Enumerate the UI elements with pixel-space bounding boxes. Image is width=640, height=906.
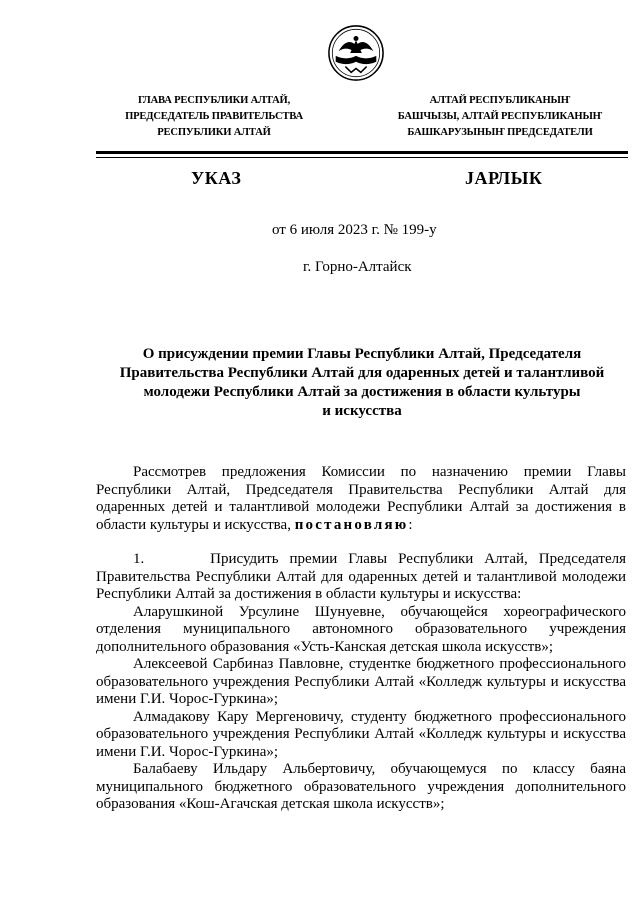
header-left-line-1: ГЛАВА РЕСПУБЛИКИ АЛТАЙ, — [137, 95, 291, 106]
recipient-paragraph: Аларушкиной Урсулине Шунуевне, обучающейся хореографического отделения муниципального автономного образовательного учреждения дополнительного образования «Усть-Канская детская школа искусств»; — [96, 603, 626, 655]
recipient-paragraph: Алмадакову Кару Мергеновичу, студенту бюджетного профессионального образовательного учреждения Республики Алтай «Колледж культуры и искусства имени Г.И. Чорос-Гуркина»; — [96, 708, 626, 760]
header-left-line-2: ПРЕДСЕДАТЕЛЬ ПРАВИТЕЛЬСТВА — [125, 111, 303, 122]
header-rule-thick — [96, 151, 628, 154]
header-right-line-2: БАШЧЫЗЫ, АЛТАЙ РЕСПУБЛИКАНЫҤ — [397, 111, 603, 122]
item-1-paragraph: 1. Присудить премии Главы Республики Алтай, Председателя Правительства Республики Алтай для одаренных детей и талантливой молодежи Республики Алтай за достижения в области культуры и искусства: — [96, 551, 626, 602]
preamble-colon: : — [408, 516, 413, 533]
doc-type-altai: JАРЛЫК — [465, 168, 543, 188]
decree-items — [96, 551, 626, 814]
header-rule-thin — [96, 157, 628, 158]
decree-keyword: постановляю — [294, 516, 409, 533]
header-left-line-3: РЕСПУБЛИКИ АЛТАЙ — [157, 127, 271, 138]
decree-title — [100, 345, 624, 421]
title-line-1: О присуждении премии Главы Республики Алтай, Председателя — [142, 346, 582, 362]
doc-type-russian: УКАЗ — [191, 168, 242, 188]
preamble-paragraph — [96, 464, 626, 534]
recipient-paragraph: Алексеевой Сарбиназ Павловне, студентке бюджетного профессионального образовательного учреждения Республики Алтай «Колледж культуры и искусства имени Г.И. Чорос-Гуркина»; — [96, 656, 626, 707]
issue-city: г. Горно-Алтайск — [303, 259, 412, 275]
header-right-line-3: БАШКАРУЗЫНЫҤ ПРЕДСЕДАТЕЛИ — [407, 127, 593, 138]
recipient-paragraph: Балабаеву Ильдару Альбертовичу, обучающемуся по классу баяна муниципального бюджетного образовательного учреждения дополнительного образования «Кош-Агачская детская школа искусств»; — [96, 761, 626, 812]
preamble — [96, 464, 626, 534]
title-line-3: молодежи Республики Алтай за достижения в области культуры — [143, 384, 581, 400]
issuer-header-altai — [375, 93, 625, 141]
title-line-4: и искусства — [322, 403, 402, 419]
title-line-2: Правительства Республики Алтай для одаренных детей и талантливой — [119, 365, 605, 381]
issuer-header-russian — [85, 93, 343, 141]
preamble-text: Рассмотрев предложения Комиссии по назначению премии Главы Республики Алтай, Председателя Правительства Республики Алтай для одаренных детей и талантливой молодежи Республики Алтай за достижения в области культуры и искусства, — [96, 464, 626, 533]
decree-date-number: от 6 июля 2023 г. № 199-у — [272, 222, 437, 238]
header-right-line-1: АЛТАЙ РЕСПУБЛИКАНЫҤ — [429, 95, 571, 106]
coat-of-arms-emblem — [327, 24, 385, 82]
